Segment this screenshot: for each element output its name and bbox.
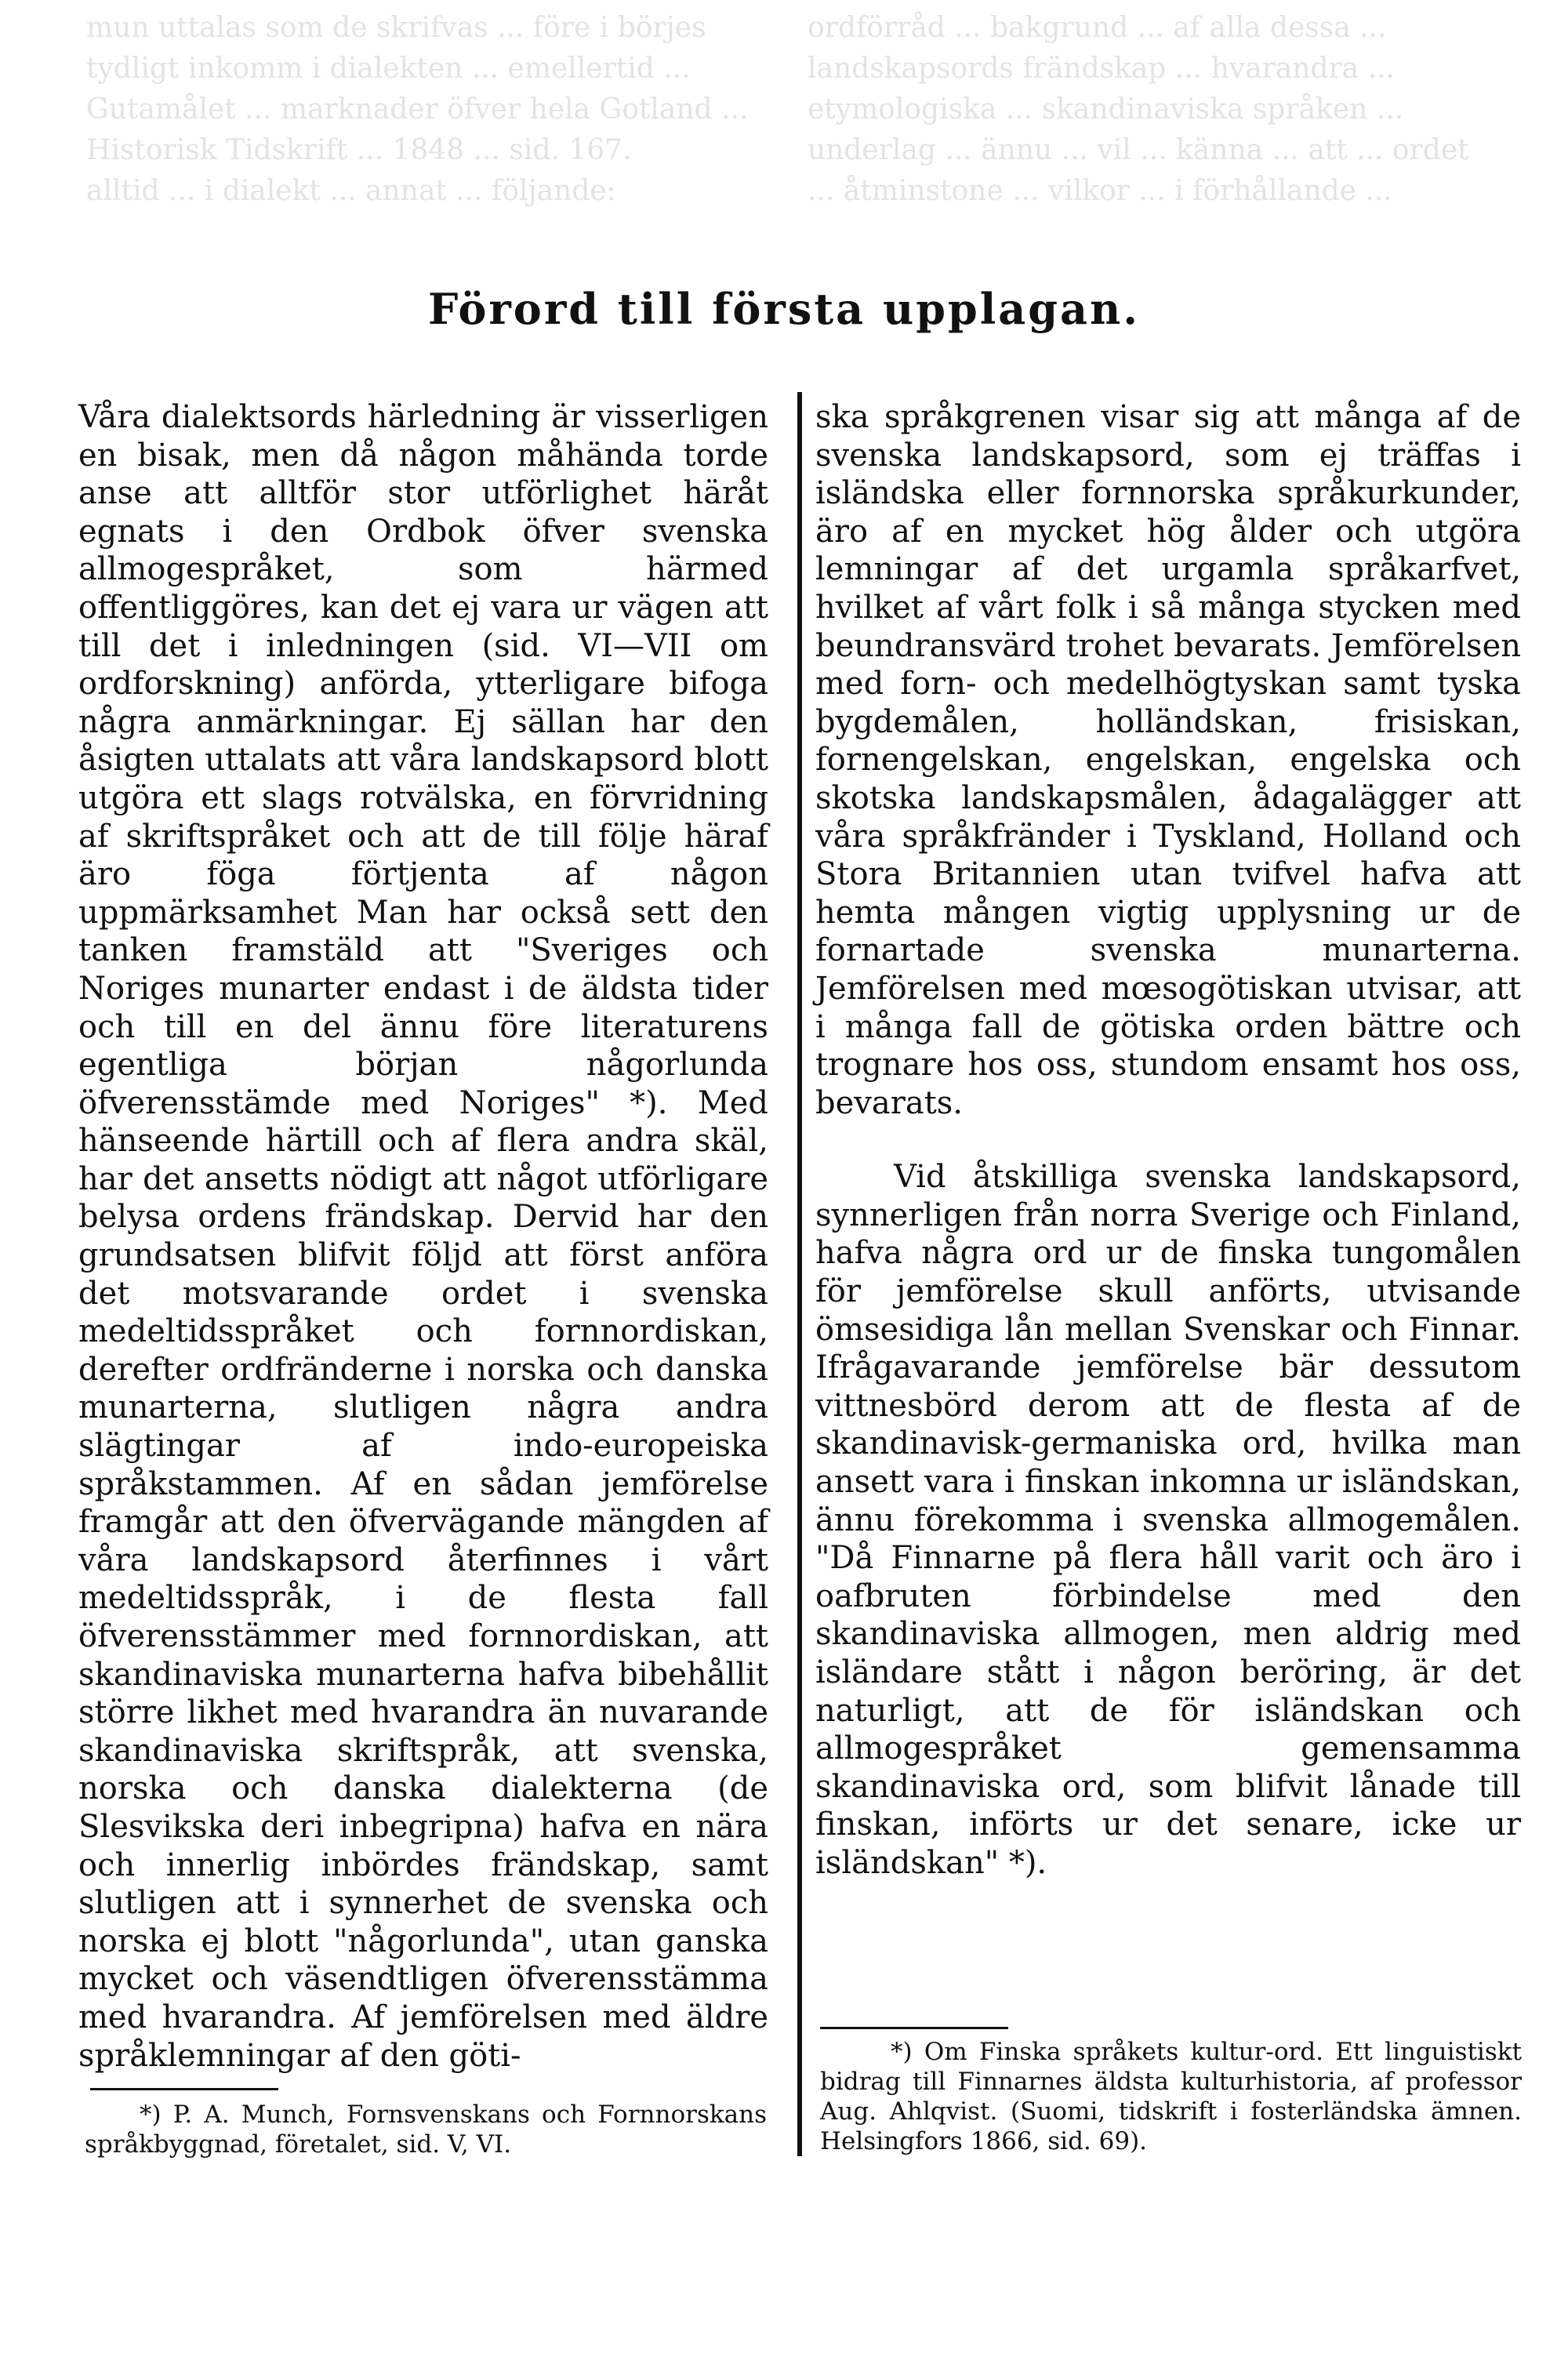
footnote-right: *) Om Finska språkets kultur-ord. Ett linguistiskt bidrag till Finnarnes äldsta kulturhistoria, af professor Aug. Ahlqvist. (Suomi, tidskrift i fosterländska ämnen. Helsingfors 1866, sid. 69).	[820, 2038, 1522, 2155]
right-column	[815, 398, 1521, 1883]
bleed-through-text: ordförråd ... bakgrund ... af alla dessa ... landskapsords frändskap ... hvarandra ... etymologiska ... skandinaviska språken ... underlag ... ännu ... vil ... känna ... att ... ordet ... åtminstone ... vilkor ... i förhållande ...	[808, 12, 1469, 207]
footnote-rule	[820, 2027, 1008, 2029]
page-title: Förord till första upplagan.	[427, 284, 1141, 334]
paragraph: Vid åtskilliga svenska landskapsord, synnerligen från norra Sverige och Finland, hafva några ord ur de finska tungomålen för jemförelse skull anförts, utvisande ömsesidiga lån mellan Svenskar och Finnar. Ifrågavarande jemförelse bär dessutom vittnesbörd derom att de flesta af de skandinavisk-germaniska ord, hvilka man ansett vara i finskan inkomna ur isländskan, ännu förekomma i svenska allmogemålen. "Då Finnarne på flera håll varit och äro i oafbruten förbindelse med den skandinaviska allmogen, men aldrig med isländare stått i någon beröring, är det naturligt, att de för isländskan och allmogespråket gemensamma skandinaviska ord, som blifvit lånade till finskan, införts ur det senare, icke ur isländskan" *).	[815, 1159, 1521, 1881]
column-divider	[797, 392, 802, 2156]
footnote-rule	[90, 2088, 278, 2090]
paragraph: Våra dialektsords härledning är visserligen en bisak, men då någon måhända torde anse att alltför stor utförlighet häråt egnats i den Ordbok öfver svenska allmogespråket, som härmed offentliggöres, kan det ej vara ur vägen att till det i inledningen (sid. VI—VII om ordforskning) anförda, ytterligare bifoga några anmärkningar. Ej sällan har den åsigten uttalats att våra landskapsord blott utgöra ett slags rotvälska, en förvridning af skriftspråket och att de till följe häraf äro föga förtjenta af någon uppmärksamhet Man har också sett den tanken framstäld att "Sveriges och Noriges munarter endast i de äldsta tider och till en del ännu före literaturens egentliga början någorlunda öfverensstämde med Noriges" *). Med hänseende härtill och af flera andra skäl, har det ansetts nödigt att något utförligare belysa ordens frändskap. Dervid har den grundsatsen blifvit följd att först anföra det motsvarande ordet i svenska medeltidsspråket och fornnordiskan, derefter ordfränderne i norska och danska munarterna, slutligen några andra slägtingar af indo-europeiska språkstammen. Af en sådan jemförelse framgår att den öfvervägande mängden af våra landskapsord återfinnes i vårt medeltidsspråk, i de flesta fall öfverensstämmer med fornnordiskan, att skandinaviska munarterna hafva bibehållit större likhet med hvarandra än nuvarande skandinaviska skriftspråk, att svenska, norska och danska dialekterna (de Slesvikska deri inbegripna) hafva en nära och innerlig inbördes frändskap, samt slutligen att i synnerhet de svenska och norska ej blott "någorlunda", utan ganska mycket och väsendtligen öfverensstämma med hvarandra. Af jemförelsen med äldre språklemningar af den göti-	[78, 399, 768, 2074]
bleed-through-text: mun uttalas som de skrifvas ... före i börjes tydligt inkomm i dialekten ... emellertid ... Gutamålet ... marknader öfver hela Gotland ... Historisk Tidskrift ... 1848 ... sid. 167. alltid ... i dialekt ... annat ... följande:	[86, 12, 749, 207]
left-column	[78, 398, 768, 2075]
paragraph: ska språkgrenen visar sig att många af de svenska landskapsord, som ej träffas i isländska eller fornnorska språkurkunder, äro af en mycket hög ålder och utgöra lemningar af det urgamla språkarfvet, hvilket af vårt folk i så många stycken med beundransvärd trohet bevarats. Jemförelsen med forn- och medelhögtyskan samt tyska bygdemålen, holländskan, frisiskan, fornengelskan, engelskan, engelska och skotska landskapsmålen, ådagalägger att våra språkfränder i Tyskland, Holland och Stora Britannien utan tvifvel hafva att hemta mången vigtig upplysning ur de fornartade svenska munarterna. Jemförelsen med mœsogötiskan utvisar, att i många fall de götiska orden bättre och trognare hos oss, stundom ensamt hos oss, bevarats.	[815, 399, 1521, 1121]
footnote-left: *) P. A. Munch, Fornsvenskans och Fornnorskans språkbyggnad, företalet, sid. V, VI.	[85, 2101, 767, 2159]
